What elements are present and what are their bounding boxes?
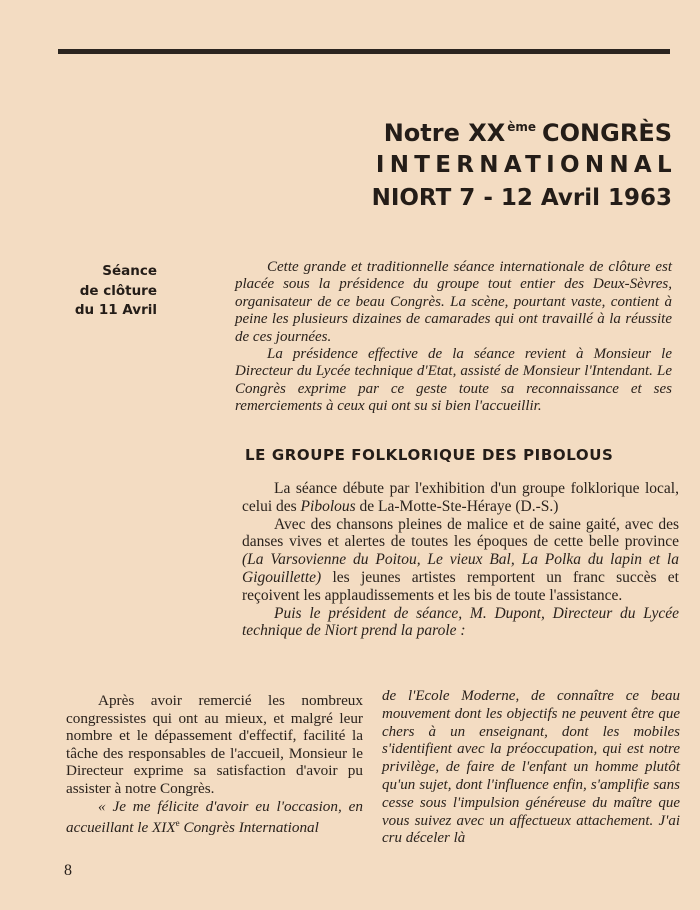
- left-paragraph-2-text: « Je me félicite d'avoir eu l'occasion, en accueillant le XIX: [66, 797, 363, 837]
- left-column: [66, 692, 363, 837]
- left-superscript: e: [175, 818, 180, 829]
- section-heading: LE GROUPE FOLKLORIQUE DES PIBOLOUS: [245, 446, 614, 464]
- title-line-1-end: CONGRÈS: [542, 119, 672, 147]
- title-line-1-main: Notre XX: [383, 119, 506, 147]
- header-rule: [58, 49, 670, 54]
- section-paragraph-2-end: les jeunes artistes remportent un franc succès et reçoivent les applaudissements et les bis de toute l'assistance.: [242, 568, 679, 604]
- title-line-2: INTERNATIONNAL: [375, 152, 677, 178]
- dance-list: (La Varsovienne du Poitou, Le vieux Bal, La Polka du lapin et la Gigouillette): [242, 551, 679, 586]
- section-paragraph-1-end: de La-Motte-Ste-Héraye (D.-S.): [355, 497, 559, 515]
- group-name: Pibolous: [300, 497, 356, 515]
- section-paragraph-1: [242, 480, 679, 516]
- section-paragraph-1-text: La séance débute par l'exhibition d'un groupe folklorique local, celui des: [242, 480, 679, 515]
- left-paragraph-2: [66, 798, 363, 837]
- session-side-label: [57, 262, 157, 321]
- title-superscript: ème: [507, 120, 537, 134]
- intro-paragraph-1: Cette grande et traditionnelle séance internationale de clôture est placée sous la présidence du groupe tout entier des Deux-Sèvres, organisateur de ce beau Congrès. La scène, pourtant vaste, contient à peine les plusieurs dizaines de camarades qui ont travaillé à la réussite de ces journées.: [235, 259, 672, 345]
- side-label-line-1: Séance: [102, 263, 157, 279]
- right-paragraph: de l'Ecole Moderne, de connaître ce beau mouvement dont les objectifs ne peuvent être que chers à un enseignant, dont les mobiles s'identifient avec la préoccupation, qui est notre privilège, de faire de l'enfant un homme plutôt qu'un sujet, dont l'influence enfin, s'amplifie sans cesse sous l'impulsion généreuse du maître que vous suivez avec un affectueux attachement. J'ai cru déceler là: [382, 688, 680, 847]
- section-paragraph-2-text: Avec des chansons pleines de malice et de saine gaité, avec des danses vives et alertes de toutes les époques de cette belle province: [242, 515, 679, 551]
- article-title: [300, 112, 677, 214]
- page-number: 8: [64, 862, 72, 879]
- title-line-1: [300, 112, 672, 148]
- title-line-3: NIORT 7 - 12 Avril 1963: [371, 185, 672, 211]
- section-paragraph-2: [242, 516, 679, 605]
- left-paragraph-2-end: Congrès International: [179, 819, 319, 837]
- side-label-line-3: du 11 Avril: [74, 302, 157, 318]
- right-column: [382, 688, 680, 848]
- intro-paragraph-2: La présidence effective de la séance revient à Monsieur le Directeur du Lycée technique d'Etat, assisté de Monsieur l'Intendant. Le Congrès exprime par ce geste toute sa reconnaissance et ses remerciements à ceux qui ont su si bien l'accueillir.: [235, 346, 672, 415]
- left-paragraph-1: Après avoir remercié les nombreux congressistes qui ont au mieux, et malgré leur nombre et le dépassement d'effectif, facilité la tâche des responsables de l'accueil, Monsieur le Directeur exprime sa satisfaction d'avoir pu assister à notre Congrès.: [66, 692, 363, 797]
- section-body: [242, 480, 679, 640]
- intro-text: [235, 259, 672, 416]
- side-label-line-2: de clôture: [79, 282, 157, 299]
- section-paragraph-3: Puis le président de séance, M. Dupont, Directeur du Lycée technique de Niort prend la parole :: [242, 604, 679, 640]
